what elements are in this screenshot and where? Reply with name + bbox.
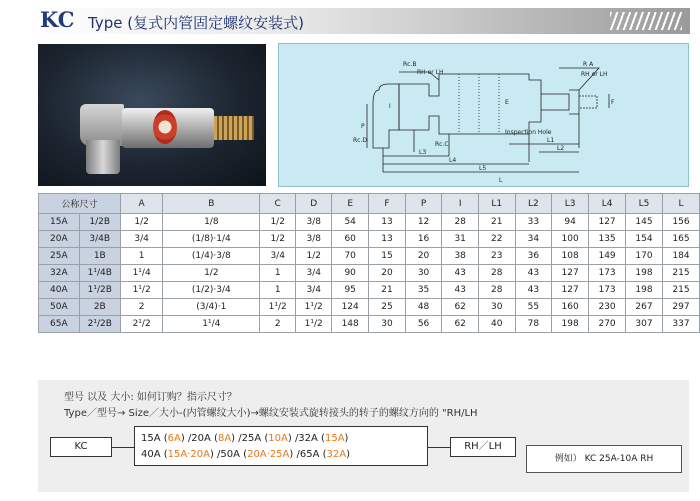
header-l3: L3 (552, 194, 589, 214)
cell: 54 (332, 214, 369, 231)
cell: 165 (662, 231, 699, 248)
cell: 13 (369, 231, 406, 248)
cell: 43 (442, 282, 479, 299)
cell: 1/2 (163, 265, 260, 282)
cell: 1 (120, 248, 163, 265)
size-text: ) (344, 433, 349, 444)
label-rc-b: Rc.B (403, 61, 417, 68)
header-i: I (442, 194, 479, 214)
cell: 16 (405, 231, 442, 248)
table-row (39, 299, 700, 316)
header-a: A (120, 194, 163, 214)
cell: 21 (369, 282, 406, 299)
header-e: E (332, 194, 369, 214)
cell: 70 (332, 248, 369, 265)
cell-size-b: 3/4B (79, 231, 120, 248)
header-l5: L5 (626, 194, 663, 214)
cell: (1/4)·3/8 (163, 248, 260, 265)
series-code: KC (40, 7, 75, 32)
dimension-drawing (278, 43, 689, 187)
header-l2: L2 (515, 194, 552, 214)
cell: 62 (442, 299, 479, 316)
cell-size-b: 1¹/2B (79, 282, 120, 299)
cell: 90 (332, 265, 369, 282)
cell: 31 (442, 231, 479, 248)
cell: 156 (662, 214, 699, 231)
cell: 43 (442, 265, 479, 282)
cell: 198 (552, 316, 589, 333)
cell: 30 (405, 265, 442, 282)
cell-size-a: 50A (39, 299, 80, 316)
dimension-table (38, 193, 700, 333)
header-p: P (405, 194, 442, 214)
table-row (39, 316, 700, 333)
cell: 34 (515, 231, 552, 248)
label-p: P (361, 123, 365, 130)
cell: 198 (626, 265, 663, 282)
inner-thread-size: 32A (326, 449, 347, 460)
cell: 48 (405, 299, 442, 316)
size-text: 40A ( (141, 449, 168, 460)
cell: 28 (478, 282, 515, 299)
header-l1: L1 (478, 194, 515, 214)
label-l5: L5 (479, 165, 487, 172)
series-type-title: Type (复式内管固定螺纹安装式) (88, 14, 304, 32)
label-rh-lh-right: RH or LH (581, 71, 608, 78)
cell-size-a: 20A (39, 231, 80, 248)
cell: 28 (442, 214, 479, 231)
size-options-line-1 (141, 431, 421, 447)
cell: 173 (589, 265, 626, 282)
cell: 3/8 (296, 231, 332, 248)
header-d: D (296, 194, 332, 214)
cell: 1/2 (296, 248, 332, 265)
ordering-instructions: Type／型号→ Size／大小-(内管螺纹大小)→螺纹安装式旋转接头的转子的螺纹方向的 "RH/LH (64, 408, 478, 419)
cell: 173 (589, 282, 626, 299)
cell: 28 (478, 265, 515, 282)
connector-line (428, 447, 450, 448)
cell: 1/2 (120, 214, 163, 231)
cell-size-a: 25A (39, 248, 80, 265)
size-text: ) /32A ( (287, 433, 325, 444)
cell: 127 (552, 265, 589, 282)
table-header-row (39, 194, 700, 214)
cell: 30 (369, 316, 406, 333)
label-rh-lh-top: RH or LH (417, 69, 444, 76)
cell: 35 (405, 282, 442, 299)
cell: 94 (552, 214, 589, 231)
size-text: 15A ( (141, 433, 168, 444)
size-text: ) /50A ( (209, 449, 248, 460)
inner-thread-size: 15A (324, 433, 345, 444)
cell-size-b: 1B (79, 248, 120, 265)
size-text: ) /65A ( (289, 449, 327, 460)
cell: 215 (662, 282, 699, 299)
cell-size-b: 1/2B (79, 214, 120, 231)
cell: 1/2 (260, 214, 296, 231)
cell: 60 (332, 231, 369, 248)
cell: 154 (626, 231, 663, 248)
cell: 270 (589, 316, 626, 333)
cell: 43 (515, 282, 552, 299)
label-l: L (499, 177, 503, 184)
cell: 62 (442, 316, 479, 333)
table-row (39, 282, 700, 299)
table-row (39, 248, 700, 265)
label-inspection-hole: Inspection Hole (505, 129, 552, 136)
cell: 337 (662, 316, 699, 333)
inner-thread-size: 10A (268, 433, 288, 444)
cell: 1¹/4 (163, 316, 260, 333)
cell: 2 (260, 316, 296, 333)
size-options-box (134, 426, 428, 466)
cell: 12 (405, 214, 442, 231)
cell: 124 (332, 299, 369, 316)
cell: 43 (515, 265, 552, 282)
elbow-outlet (86, 140, 120, 174)
cell: 100 (552, 231, 589, 248)
order-example: 例如） KC 25A-10A RH (526, 445, 682, 473)
header-l4: L4 (589, 194, 626, 214)
cell: 127 (589, 214, 626, 231)
dimension-drawing-svg (279, 44, 690, 188)
cell-size-b: 2B (79, 299, 120, 316)
cell: 1/8 (163, 214, 260, 231)
cell-size-b: 2¹/2B (79, 316, 120, 333)
cell: 55 (515, 299, 552, 316)
cell: 198 (626, 282, 663, 299)
cell: 13 (369, 214, 406, 231)
cell: 33 (515, 214, 552, 231)
inner-thread-size: 6A (167, 433, 181, 444)
inner-thread-size: 20A·25A (247, 449, 290, 460)
cell: 2 (120, 299, 163, 316)
cell: 3/4 (120, 231, 163, 248)
cell: 1/2 (260, 231, 296, 248)
inner-thread-size: 8A (217, 433, 232, 444)
cell: 20 (369, 265, 406, 282)
cell: 145 (626, 214, 663, 231)
cell: 1¹/2 (296, 316, 332, 333)
table-row (39, 214, 700, 231)
table-row (39, 265, 700, 282)
cell-size-a: 15A (39, 214, 80, 231)
thread-direction-box: RH／LH (450, 437, 516, 457)
cell: 3/4 (260, 248, 296, 265)
cell: 149 (589, 248, 626, 265)
cell: 127 (552, 282, 589, 299)
cell: 25 (369, 299, 406, 316)
cell: 307 (626, 316, 663, 333)
label-r-a: R A (583, 61, 594, 68)
header-c: C (260, 194, 296, 214)
cell: 22 (478, 231, 515, 248)
cell: 297 (662, 299, 699, 316)
ordering-question: 型号 以及 大小: 如何订购？指示尺寸？ (64, 392, 237, 403)
cell: 2¹/2 (120, 316, 163, 333)
cell: 1¹/2 (296, 299, 332, 316)
cell: 30 (478, 299, 515, 316)
cell: 3/4 (296, 265, 332, 282)
cell: 160 (552, 299, 589, 316)
cell: 38 (442, 248, 479, 265)
cell: 20 (405, 248, 442, 265)
cell-size-a: 65A (39, 316, 80, 333)
connector-line (112, 447, 134, 448)
cell-size-b: 1¹/4B (79, 265, 120, 282)
label-e: E (505, 99, 509, 106)
cell: 78 (515, 316, 552, 333)
label-i: I (389, 103, 391, 110)
cell: 36 (515, 248, 552, 265)
size-options-line-2 (141, 447, 421, 463)
cell-size-a: 40A (39, 282, 80, 299)
label-l2: L2 (557, 145, 565, 152)
model-kc-box: KC (50, 437, 112, 457)
label-f: F (611, 99, 615, 106)
cell: 267 (626, 299, 663, 316)
cell: 56 (405, 316, 442, 333)
cell: 95 (332, 282, 369, 299)
decorative-hatch (610, 12, 682, 30)
threaded-end (214, 116, 254, 140)
cell: 135 (589, 231, 626, 248)
header-l: L (662, 194, 699, 214)
cell: 1 (260, 265, 296, 282)
cell: 3/8 (296, 214, 332, 231)
cell: 108 (552, 248, 589, 265)
label-l1: L1 (547, 137, 555, 144)
label-l4: L4 (449, 157, 457, 164)
cell: 40 (478, 316, 515, 333)
label-rc-c: Rc.C (435, 141, 449, 148)
cell: 21 (478, 214, 515, 231)
cell-size-a: 32A (39, 265, 80, 282)
cell: 15 (369, 248, 406, 265)
cell: 184 (662, 248, 699, 265)
product-photo (38, 44, 266, 186)
size-text: ) /25A ( (231, 433, 269, 444)
size-text: ) (346, 449, 350, 460)
cell: 1¹/4 (120, 265, 163, 282)
cell: 1¹/2 (120, 282, 163, 299)
label-l3: L3 (419, 149, 427, 156)
cell: (1/8)·1/4 (163, 231, 260, 248)
size-text: ) /20A ( (180, 433, 218, 444)
cell: 215 (662, 265, 699, 282)
label-rc-d: Rc.D (353, 137, 367, 144)
cell: 148 (332, 316, 369, 333)
cell: 1 (260, 282, 296, 299)
header-b: B (163, 194, 260, 214)
title-bar (30, 8, 690, 34)
cell: (3/4)·1 (163, 299, 260, 316)
table-row (39, 231, 700, 248)
cell: 170 (626, 248, 663, 265)
header-f: F (369, 194, 406, 214)
header-size: 公称尺寸 (39, 194, 121, 214)
cell: 3/4 (296, 282, 332, 299)
cell: 230 (589, 299, 626, 316)
brand-label (153, 110, 177, 144)
cell: 23 (478, 248, 515, 265)
inner-thread-size: 15A·20A (167, 449, 210, 460)
cell: (1/2)·3/4 (163, 282, 260, 299)
cell: 1¹/2 (260, 299, 296, 316)
